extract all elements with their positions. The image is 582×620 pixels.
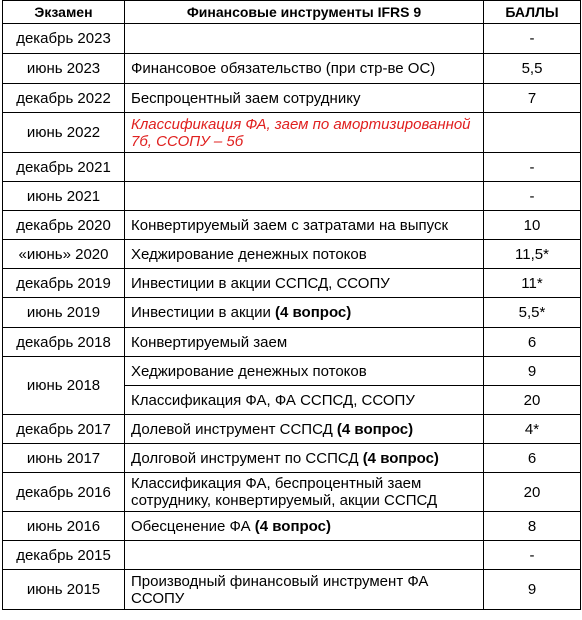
topic-cell: Беспроцентный заем сотруднику (125, 84, 484, 113)
table-row (3, 444, 581, 473)
exam-cell: июнь 2023 (3, 54, 125, 84)
score-cell: 4* (484, 415, 581, 444)
topic-cell: Производный финансовый инструмент ФА ССОПУ (125, 570, 484, 610)
ifrs9-exam-table (2, 0, 581, 610)
topic-cell: Финансовое обязательство (при стр-ве ОС) (125, 54, 484, 84)
score-cell: 20 (484, 473, 581, 512)
score-cell: - (484, 153, 581, 182)
topic-cell (125, 415, 484, 444)
exam-cell: июнь 2016 (3, 512, 125, 541)
exam-cell: декабрь 2023 (3, 24, 125, 54)
topic-cell (125, 298, 484, 328)
score-cell (484, 113, 581, 153)
topic-cell (125, 24, 484, 54)
question-note: (4 вопрос) (362, 449, 439, 467)
table-row (3, 357, 581, 386)
header-row (3, 1, 581, 24)
topic-text: Инвестиции в акции (131, 304, 276, 321)
question-note: (4 вопрос) (336, 420, 414, 438)
exam-cell: декабрь 2017 (3, 415, 125, 444)
topic-cell (125, 541, 484, 570)
topic-cell: Конвертируемый заем (125, 328, 484, 357)
table-row (3, 415, 581, 444)
table-row (3, 570, 581, 610)
topic-cell (125, 153, 484, 182)
exam-cell: декабрь 2015 (3, 541, 125, 570)
table-row (3, 153, 581, 182)
table-row (3, 182, 581, 211)
exam-cell: июнь 2015 (3, 570, 125, 610)
topic-cell: Классификация ФА, беспроцентный заем сотруднику, конвертируемый, акции ССПСД (125, 473, 484, 512)
table-row (3, 54, 581, 84)
score-cell: - (484, 182, 581, 211)
exam-cell: декабрь 2020 (3, 211, 125, 240)
topic-cell: Конвертируемый заем с затратами на выпуск (125, 211, 484, 240)
score-cell: 11* (484, 269, 581, 298)
topic-text: Обесценение ФА (131, 517, 255, 535)
table-row (3, 24, 581, 54)
exam-cell: июнь 2022 (3, 113, 125, 153)
table-row (3, 269, 581, 298)
question-note: (4 вопрос) (254, 517, 331, 535)
score-cell: - (484, 541, 581, 570)
topic-cell-highlight: Классификация ФА, заем по амортизированной 7б, ССОПУ – 5б (125, 113, 484, 153)
exam-cell: июнь 2019 (3, 298, 125, 328)
score-cell: 9 (484, 570, 581, 610)
topic-cell (125, 512, 484, 541)
topic-cell: Классификация ФА, ФА ССПСД, ССОПУ (125, 386, 484, 415)
table-row (3, 512, 581, 541)
question-note: (4 вопрос) (275, 304, 352, 321)
score-cell: 7 (484, 84, 581, 113)
table-row (3, 298, 581, 328)
exam-cell: «июнь» 2020 (3, 240, 125, 269)
topic-text: Долевой инструмент ССПСД (131, 420, 337, 438)
table-row (3, 84, 581, 113)
topic-cell: Хеджирование денежных потоков (125, 357, 484, 386)
exam-cell: декабрь 2016 (3, 473, 125, 512)
score-cell: 5,5* (484, 298, 581, 328)
score-cell: 8 (484, 512, 581, 541)
score-cell: 6 (484, 444, 581, 473)
score-cell: 10 (484, 211, 581, 240)
score-cell: - (484, 24, 581, 54)
table-row (3, 473, 581, 512)
table-row (3, 240, 581, 269)
table-row (3, 211, 581, 240)
score-cell: 20 (484, 386, 581, 415)
topic-cell (125, 444, 484, 473)
header-topic: Финансовые инструменты IFRS 9 (125, 1, 484, 24)
score-cell: 9 (484, 357, 581, 386)
table-row (3, 541, 581, 570)
exam-cell: июнь 2021 (3, 182, 125, 211)
topic-cell: Хеджирование денежных потоков (125, 240, 484, 269)
topic-cell: Инвестиции в акции ССПСД, ССОПУ (125, 269, 484, 298)
exam-cell: декабрь 2021 (3, 153, 125, 182)
exam-cell: июнь 2018 (3, 357, 125, 415)
score-cell: 6 (484, 328, 581, 357)
exam-cell: декабрь 2018 (3, 328, 125, 357)
score-cell: 11,5* (484, 240, 581, 269)
table-row (3, 328, 581, 357)
topic-text: Долговой инструмент по ССПСД (131, 449, 363, 467)
header-score: БАЛЛЫ (484, 1, 581, 24)
topic-cell (125, 182, 484, 211)
score-cell: 5,5 (484, 54, 581, 84)
header-exam: Экзамен (3, 1, 125, 24)
table-row (3, 113, 581, 153)
exam-cell: декабрь 2022 (3, 84, 125, 113)
exam-cell: декабрь 2019 (3, 269, 125, 298)
exam-cell: июнь 2017 (3, 444, 125, 473)
